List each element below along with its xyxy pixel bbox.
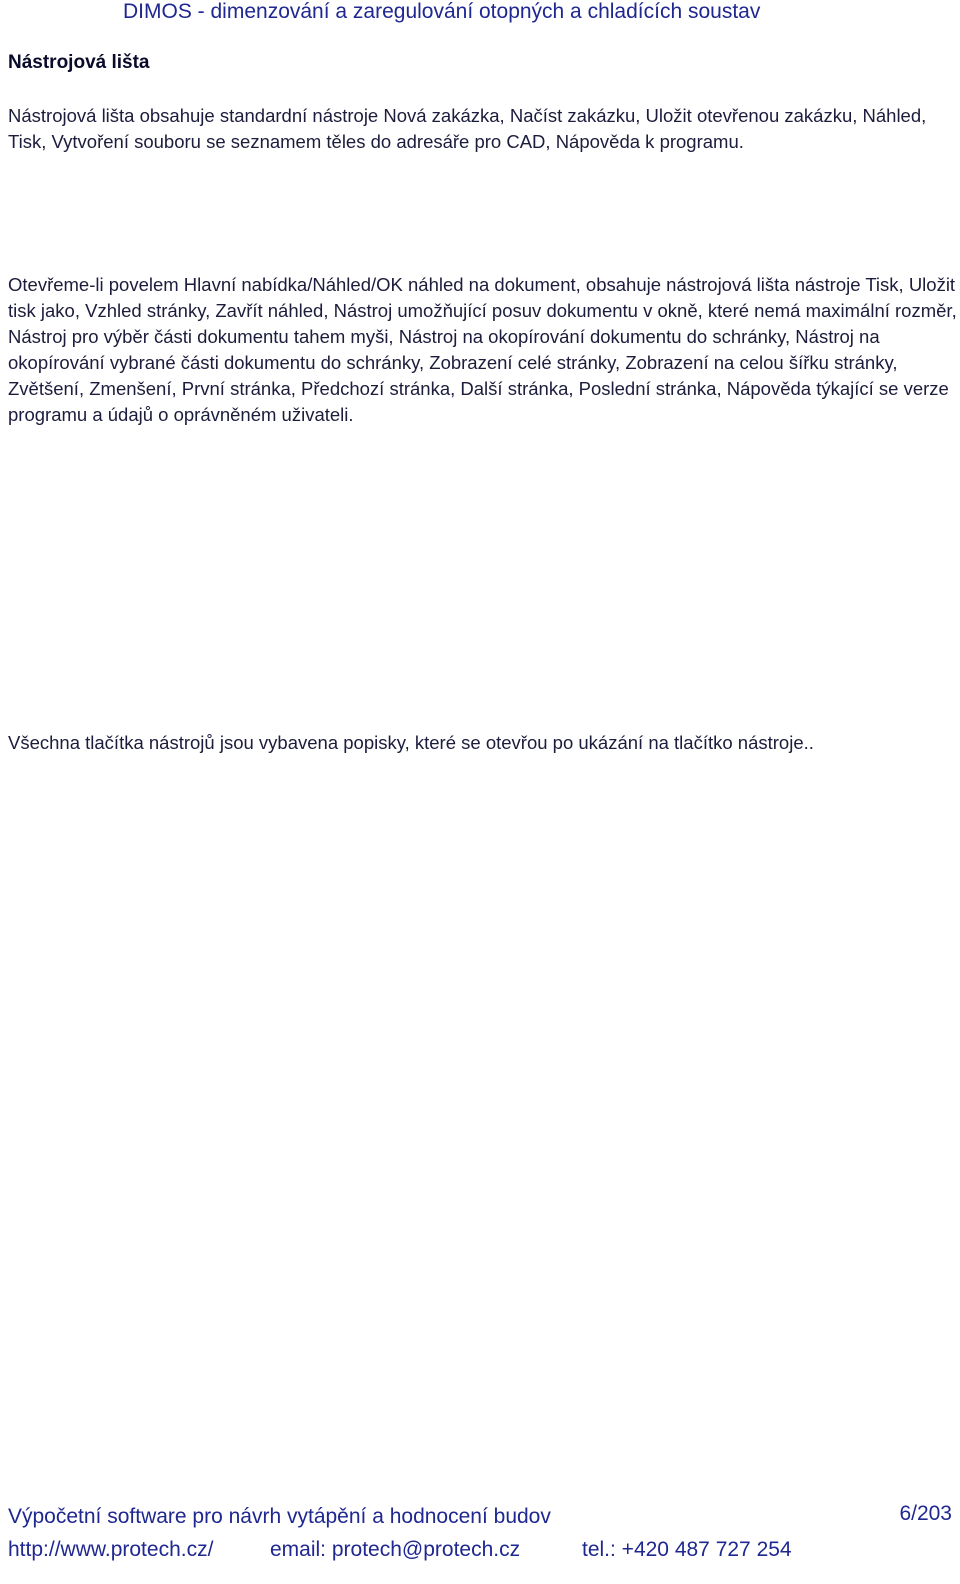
paragraph-tooltips-note: Všechna tlačítka nástrojů jsou vybavena popisky, které se otevřou po ukázání na tlačítko nástroje.. <box>8 732 814 753</box>
footer-contacts <box>8 1538 792 1562</box>
footer-email[interactable]: email: protech@protech.cz <box>270 1538 521 1561</box>
footer-tagline: Výpočetní software pro návrh vytápění a hodnocení budov <box>8 1505 551 1528</box>
document-header-title: DIMOS - dimenzování a zaregulování otopných a chladících soustav <box>123 0 761 23</box>
footer-url-link[interactable]: http://www.protech.cz/ <box>8 1538 214 1561</box>
paragraph-toolbar-intro: Nástrojová lišta obsahuje standardní nástroje Nová zakázka, Načíst zakázku, Uložit otevřenou zakázku, Náhled, Tisk, Vytvoření souboru se seznamem těles do adresáře pro CAD, Nápověda k programu. <box>8 105 927 152</box>
section-heading: Nástrojová lišta <box>8 52 150 73</box>
page-number: 6/203 <box>899 1502 952 1525</box>
footer-phone: tel.: +420 487 727 254 <box>582 1538 792 1561</box>
paragraph-preview-tools: Otevřeme-li povelem Hlavní nabídka/Náhled/OK náhled na dokument, obsahuje nástrojová lišta nástroje Tisk, Uložit tisk jako, Vzhled stránky, Zavřít náhled, Nástroj umožňující posuv dokumentu v okně, které nemá maximální rozměr, Nástroj pro výběr části dokumentu tahem myši, Nástroj na okopírování dokumentu do schránky, Nástroj na okopírování vybrané části dokumentu do schránky, Zobrazení celé stránky, Zobrazení na celou šířku stránky, Zvětšení, Zmenšení, První stránka, Předchozí stránka, Další stránka, Poslední stránka, Nápověda týkající se verze programu a údajů o oprávněném uživateli. <box>8 274 957 425</box>
